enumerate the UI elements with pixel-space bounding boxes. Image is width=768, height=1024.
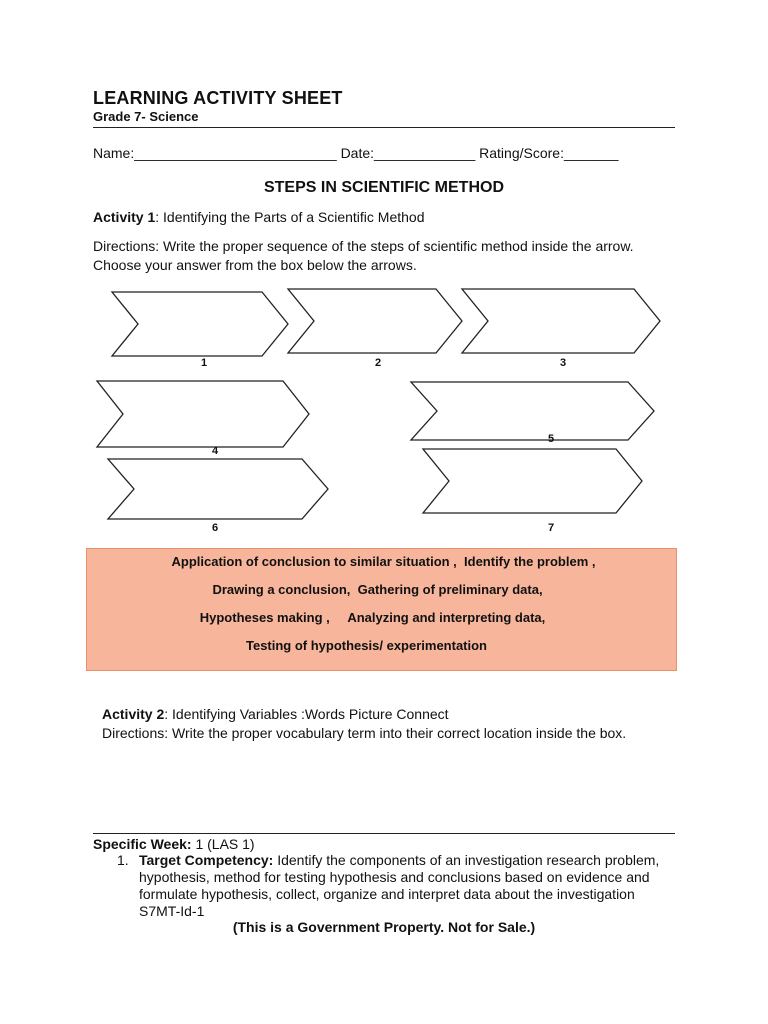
activity2-directions: Directions: Write the proper vocabulary term into their correct location inside the box. — [102, 725, 627, 741]
activity2-title: : Identifying Variables :Words Picture Connect — [164, 706, 449, 722]
choices-line-4: Testing of hypothesis/ experimentation — [245, 638, 487, 653]
activity1-directions: Directions: Write the proper sequence of the steps of scientific method inside the arrow. Choose your answer from the box below the arrows. — [93, 238, 634, 273]
sheet-title: LEARNING ACTIVITY SHEET — [93, 88, 343, 108]
arrow-number-5: 5 — [547, 433, 555, 445]
step-arrow-2[interactable] — [288, 289, 462, 353]
competency-text: Identify the components of an investigation research problem, hypothesis, method for testing hypothesis and conclusions based on evidence and formulate hypothesis, collect, organize and interpret data about the investigation S7MT-Id-1 — [139, 852, 660, 919]
step-arrow-7[interactable] — [423, 449, 642, 513]
arrow-number-2: 2 — [374, 357, 382, 369]
arrow-number-3: 3 — [559, 357, 567, 369]
step-arrow-6[interactable] — [108, 459, 328, 519]
arrow-number-6: 6 — [211, 522, 219, 534]
specific-week-value: 1 (LAS 1) — [191, 836, 255, 852]
step-arrow-3[interactable] — [462, 289, 660, 353]
choices-line-2: Drawing a conclusion, Gathering of preliminary data, — [212, 582, 543, 597]
activity1-label: Activity 1 — [93, 209, 156, 225]
choices-line-1: Application of conclusion to similar situation , Identify the problem , — [171, 554, 596, 569]
name-date-score-line: Name:__________________________ Date:_____________ Rating/Score:_______ — [93, 145, 619, 161]
grade-subject: Grade 7- Science — [93, 109, 199, 124]
competency-label: Target Competency: — [139, 852, 274, 868]
activity1-title: : Identifying the Parts of a Scientific Method — [155, 209, 425, 225]
footer-rule — [93, 833, 675, 834]
choices-line-3: Hypotheses making , Analyzing and interpreting data, — [199, 610, 546, 625]
step-arrow-4[interactable] — [97, 381, 309, 447]
answer-choices-box — [86, 548, 677, 671]
arrow-number-1: 1 — [200, 357, 208, 369]
activity2-heading — [102, 706, 449, 722]
arrow-number-4: 4 — [211, 445, 219, 457]
specific-week — [93, 836, 255, 852]
specific-week-label: Specific Week: — [93, 836, 192, 852]
activity2-label: Activity 2 — [102, 706, 165, 722]
government-property-notice: (This is a Government Property. Not for Sale.) — [232, 919, 536, 935]
arrow-number-7: 7 — [547, 522, 555, 534]
main-heading: STEPS IN SCIENTIFIC METHOD — [263, 179, 504, 196]
step-arrow-1[interactable] — [112, 292, 288, 356]
competency-number: 1. — [117, 852, 129, 868]
competency-body — [139, 852, 679, 920]
step-arrow-5[interactable] — [411, 382, 654, 440]
